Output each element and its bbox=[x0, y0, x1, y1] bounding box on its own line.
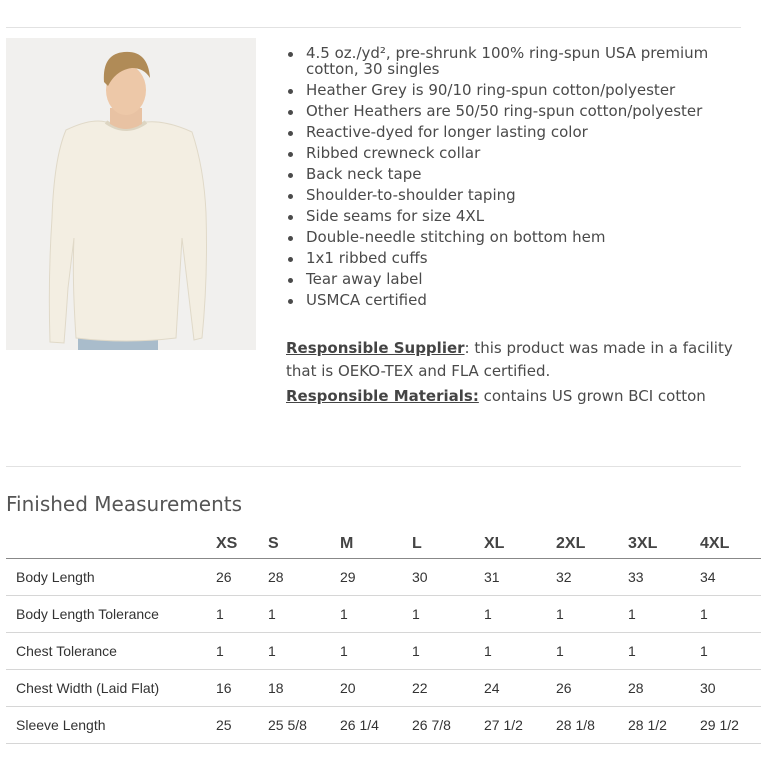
table-cell: 28 bbox=[268, 559, 340, 596]
feature-item: Ribbed crewneck collar bbox=[286, 146, 726, 162]
feature-item: Other Heathers are 50/50 ring-spun cotton/polyester bbox=[286, 104, 726, 120]
table-cell: 29 1/2 bbox=[700, 707, 761, 744]
table-cell: 1 bbox=[628, 596, 700, 633]
table-cell: 30 bbox=[700, 670, 761, 707]
table-cell: 1 bbox=[268, 596, 340, 633]
table-cell: 26 7/8 bbox=[412, 707, 484, 744]
top-divider bbox=[6, 27, 741, 28]
table-cell: 1 bbox=[340, 596, 412, 633]
size-header: 3XL bbox=[628, 530, 700, 559]
table-row bbox=[6, 633, 761, 670]
table-row bbox=[6, 707, 761, 744]
row-label: Sleeve Length bbox=[6, 707, 216, 744]
size-header: S bbox=[268, 530, 340, 559]
table-cell: 25 bbox=[216, 707, 268, 744]
responsible-supplier-text: : this product was made in a facility that is OEKO-TEX and FLA certified. bbox=[286, 339, 733, 380]
table-cell: 26 bbox=[216, 559, 268, 596]
table-cell: 1 bbox=[340, 633, 412, 670]
table-cell: 34 bbox=[700, 559, 761, 596]
size-header: XS bbox=[216, 530, 268, 559]
table-cell: 1 bbox=[700, 633, 761, 670]
feature-item: Tear away label bbox=[286, 272, 726, 288]
size-header: XL bbox=[484, 530, 556, 559]
table-cell: 1 bbox=[216, 633, 268, 670]
product-photo bbox=[6, 38, 256, 350]
table-row bbox=[6, 559, 761, 596]
size-header: L bbox=[412, 530, 484, 559]
table-row bbox=[6, 596, 761, 633]
row-label: Body Length Tolerance bbox=[6, 596, 216, 633]
measurements-title: Finished Measurements bbox=[6, 492, 243, 516]
feature-item: 1x1 ribbed cuffs bbox=[286, 251, 726, 267]
table-cell: 18 bbox=[268, 670, 340, 707]
table-cell: 22 bbox=[412, 670, 484, 707]
row-label: Chest Width (Laid Flat) bbox=[6, 670, 216, 707]
table-cell: 28 bbox=[628, 670, 700, 707]
table-cell: 1 bbox=[700, 596, 761, 633]
row-label: Body Length bbox=[6, 559, 216, 596]
size-header-row bbox=[6, 530, 761, 559]
table-cell: 1 bbox=[268, 633, 340, 670]
table-cell: 1 bbox=[556, 596, 628, 633]
feature-item: USMCA certified bbox=[286, 293, 726, 309]
feature-item: Shoulder-to-shoulder taping bbox=[286, 188, 726, 204]
table-cell: 1 bbox=[412, 633, 484, 670]
feature-item: Side seams for size 4XL bbox=[286, 209, 726, 225]
table-cell: 1 bbox=[628, 633, 700, 670]
row-label: Chest Tolerance bbox=[6, 633, 216, 670]
table-cell: 1 bbox=[216, 596, 268, 633]
table-cell: 33 bbox=[628, 559, 700, 596]
feature-item: Double-needle stitching on bottom hem bbox=[286, 230, 726, 246]
size-header: 2XL bbox=[556, 530, 628, 559]
table-cell: 32 bbox=[556, 559, 628, 596]
table-cell: 20 bbox=[340, 670, 412, 707]
table-cell: 26 bbox=[556, 670, 628, 707]
feature-item: Back neck tape bbox=[286, 167, 726, 183]
feature-item: Heather Grey is 90/10 ring-spun cotton/polyester bbox=[286, 83, 726, 99]
measurements-table bbox=[6, 530, 761, 744]
feature-item: Reactive-dyed for longer lasting color bbox=[286, 125, 726, 141]
responsible-supplier-link[interactable]: Responsible Supplier bbox=[286, 339, 465, 357]
table-cell: 1 bbox=[412, 596, 484, 633]
table-cell: 30 bbox=[412, 559, 484, 596]
responsible-supplier bbox=[286, 337, 746, 383]
table-cell: 25 5/8 bbox=[268, 707, 340, 744]
responsible-materials-link[interactable]: Responsible Materials: bbox=[286, 387, 479, 405]
table-cell: 24 bbox=[484, 670, 556, 707]
size-header: M bbox=[340, 530, 412, 559]
table-row bbox=[6, 670, 761, 707]
responsible-materials-text: contains US grown BCI cotton bbox=[478, 387, 706, 405]
table-cell: 1 bbox=[484, 596, 556, 633]
table-cell: 16 bbox=[216, 670, 268, 707]
table-cell: 28 1/8 bbox=[556, 707, 628, 744]
responsible-materials bbox=[286, 385, 746, 408]
table-cell: 31 bbox=[484, 559, 556, 596]
table-cell: 1 bbox=[556, 633, 628, 670]
header-blank bbox=[6, 530, 216, 559]
table-cell: 29 bbox=[340, 559, 412, 596]
table-cell: 27 1/2 bbox=[484, 707, 556, 744]
table-cell: 1 bbox=[484, 633, 556, 670]
feature-list bbox=[286, 46, 726, 314]
table-cell: 26 1/4 bbox=[340, 707, 412, 744]
size-header: 4XL bbox=[700, 530, 761, 559]
section-divider bbox=[6, 466, 741, 467]
feature-item: 4.5 oz./yd², pre-shrunk 100% ring-spun USA premium cotton, 30 singles bbox=[286, 46, 726, 77]
table-cell: 28 1/2 bbox=[628, 707, 700, 744]
